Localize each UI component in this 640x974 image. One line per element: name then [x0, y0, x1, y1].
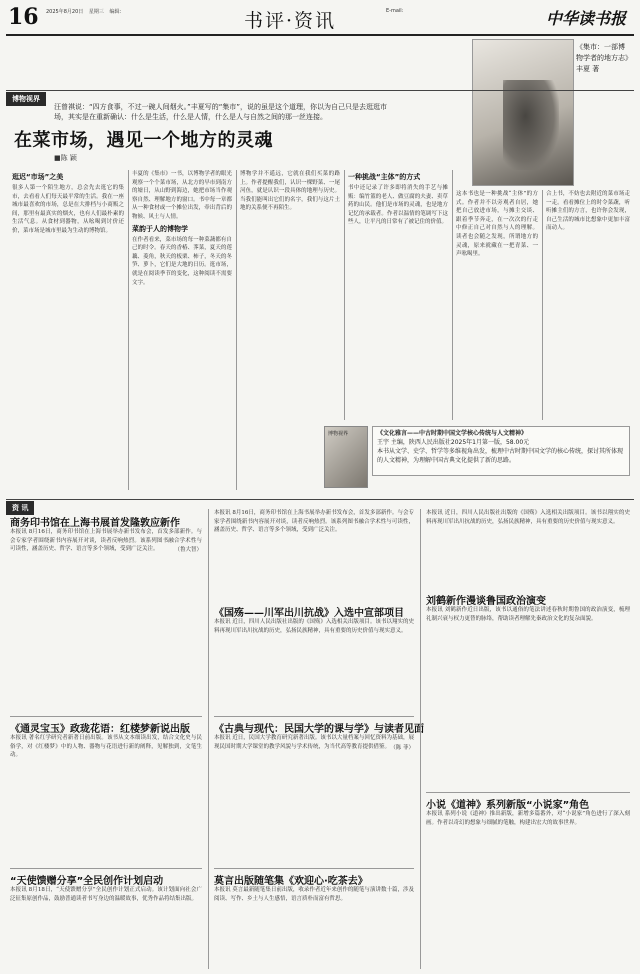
news-headline: 刘鹤新作漫谈鲁国政治演变: [426, 596, 546, 607]
section-title: 书评·资讯: [244, 10, 337, 32]
feature-intro: 汪曾祺说：“四方食事，不过一碗人间烟火。”丰夏写的“集市”，说的虽是这个道理，你以为自己只是去逛逛市场，其实是在重新确认：什么是生活，什么是人情，什么是人与自然之间的那一丝连接。: [54, 103, 388, 121]
column-divider: [128, 170, 129, 490]
issue-editor: 编辑：: [109, 9, 125, 15]
news-body: [426, 810, 630, 968]
news-signature: （鲁大智）: [174, 547, 202, 554]
column-divider: [208, 509, 209, 969]
book-side-title: 《集市：一部博物学者的地方志》: [576, 43, 632, 62]
column-divider: [344, 170, 345, 420]
feature-column-text: 这本书也是一种挑战“主体”的方式。作者并不以旁观者自居，她把自己放进市场，与摊主交谈、跟着季节奔走，在一次次的行走中修正自己对自然与人的理解。读者也会随之发现，所谓地方的灵魂，原来就藏在一把青菜、一声吆喝里。: [456, 191, 538, 258]
news-divider: [214, 716, 414, 717]
feature-column-2: [132, 170, 232, 490]
feature-column-text: 很多人第一个陌生地方，总会先去逛它的集市，去看看人们每天最平常的生活。我在一座城市最喜欢的市场，总是在大排档与小商贩之间，那里有最真实的烟火，也有人们最朴素的生活气息。从食材到器物，从吆喝到讨价还价，菜市场是城市里最为生动的博物馆。: [12, 185, 124, 234]
section-rule: [6, 499, 634, 500]
feature-column-5: [456, 190, 538, 420]
column-divider: [236, 170, 237, 490]
cover-ink-art: [503, 80, 559, 170]
news-text: 本报讯 8月16日，商务印书馆在上海书展举办新书发布会，首发多部新作。与会专家学者围绕新书内容展开对谈，读者反响热烈。该系列图书融合学术性与可读性，涵盖历史、哲学、语言等多个领域，受到广泛关注。: [10, 529, 202, 553]
news-headline: 商务印书馆在上海书展首发隆敦应新作: [10, 518, 180, 529]
feature-column-text: 合上书，不妨也去附近的菜市场走一走。看看摊位上的时令菜蔬，听听摊主们的方言，也许你会发现，自己生活的城市比想象中更加丰富而动人。: [546, 191, 630, 232]
news-headline: 莫言出版随笔集《欢迎心·吃茶去》: [214, 876, 368, 887]
masthead: [6, 4, 634, 36]
news-text: 本报讯 8月16日，商务印书馆在上海书展举办新书发布会，首发多部新作。与会专家学者围绕新书内容展开对谈，读者反响热烈。该系列图书融合学术性与可读性，涵盖历史、哲学、语言等多个领域，受到广泛关注。: [214, 510, 414, 534]
feature-column-3: [240, 170, 340, 420]
news-body: [214, 618, 414, 714]
issue-info: [46, 8, 226, 15]
newspaper-logo: 中华读书报: [546, 9, 627, 28]
news-body: [214, 734, 414, 864]
feature-subhead: 一种挑战“主体”的方式: [348, 173, 421, 181]
issue-date: 2025年8月20日: [46, 9, 84, 15]
news-headline: 《国殇——川军出川抗战》入选中宣部项目: [214, 608, 404, 619]
news-text: 本报讯 近日，四川人民出版社出版的《国殇》入选相关出版项目。该书以翔实的史料再现川军出川抗战的历史，弘扬民族精神，具有重要的历史价值与现实意义。: [426, 510, 630, 525]
book-side-info: [576, 42, 631, 75]
book-caption-box: [372, 426, 630, 476]
news-text: 本报讯 系列小说《道神》推出新版，新增多篇番外，对“小说家”角色进行了深入刻画。作者以奇幻的想象与细腻的笔触，构建出宏大的故事世界。: [426, 811, 630, 826]
news-divider: [426, 792, 630, 793]
news-headline: “天使馈赠分享”全民创作计划启动: [10, 876, 164, 887]
news-text: 本报讯 著名红学研究者新著日前出版。该书从文本细读出发，结合文化史与民俗学，对《红楼梦》中的人物、器物与花语进行新的阐释，见解独到，文笔生动。: [10, 735, 202, 759]
book-side-author: 丰夏 著: [576, 65, 600, 73]
news-body: [10, 528, 202, 710]
caption-meta: 王宇 主编，陕西人民出版社2025年1月第一版，58.00元: [377, 439, 530, 446]
news-tag: 资 讯: [6, 501, 34, 515]
feature-column-6: [546, 190, 630, 420]
feature-column-1: [12, 170, 124, 490]
book-photo: [324, 426, 368, 488]
news-text: 本报讯 刘鹤新作近日出版，该书以通俗的笔法讲述春秋时期鲁国的政治演变，梳理礼制兴衰与权力更替的脉络，帮助读者理解先秦政治文化的复杂面貌。: [426, 607, 630, 622]
feature-byline: ■陈 颖: [54, 154, 77, 162]
newspaper-page: [6, 4, 634, 970]
news-text: 本报讯 8月18日，“天使馈赠分享”全民创作计划正式启动。该计划面向社会广泛征集原创作品，鼓励普通读者书写身边的温暖故事，优秀作品将结集出版。: [10, 887, 202, 902]
news-body: [214, 509, 414, 599]
column-divider: [542, 190, 543, 420]
news-text: 本报讯 近日，民国大学教育研究新著出版。该书以大量档案与回忆资料为基础，展现民国时期大学课堂的教学风貌与学术传统，为当代高等教育提供借鉴。: [214, 735, 414, 750]
news-signature: （陈 菲）: [390, 744, 414, 751]
feature-subhead: 逛迟“市场”之美: [12, 173, 64, 181]
news-divider: [10, 868, 202, 869]
feature-column-text: 在作者看来，菜市场的每一种菜蔬都有自己的时令。春天的香椿、荠菜，夏天的莲藕、菱角，秋天的板栗、柿子，冬天的冬笋、萝卜，它们是大地的日历。逛市场，就是在阅读季节的变化，这种阅读不需要文字。: [132, 236, 232, 286]
news-divider: [10, 716, 202, 717]
news-body: [426, 606, 630, 786]
book-photo-label: 博物视界: [328, 431, 349, 437]
news-body: [10, 734, 202, 864]
feature-headline: 在菜市场，遇见一个地方的灵魂: [14, 130, 273, 151]
page-number: 16: [8, 4, 39, 30]
issue-weekday: 星期三: [88, 9, 104, 15]
news-headline: 《通灵宝玉》政珑花语：红楼梦新说出版: [10, 724, 190, 735]
news-body: [10, 886, 202, 968]
book-cover-image: [472, 39, 574, 186]
caption-text: 本书从文学、史学、哲学等多维视角出发，梳理中古时期中国文学的核心传统，探讨其所体现的人文精神，为理解中国古典文化提供了新的思路。: [377, 448, 624, 464]
contact-email: E-mail:: [386, 8, 404, 14]
news-text: 本报讯 莫言最新随笔集日前出版，收录作者近年来创作的随笔与演讲数十篇，涉及阅读、写作、乡土与人生感悟，语言质朴而富有哲思。: [214, 887, 414, 902]
caption-title: 《文化雅言——中古时期中国文学核心传统与人文精神》: [377, 430, 528, 437]
news-body: [214, 886, 414, 968]
feature-column-text: 书中还记录了许多即将消失的手艺与摊贩：编竹篮的老人、做豆腐的夫妻、卖草药的山民。他们是市场的灵魂，也是地方记忆的承载者。作者以温情的笔调写下这些人，让平凡的日常有了被记住的价值。: [348, 185, 448, 226]
news-headline: 小说《道神》系列新版“小说家”角色: [426, 800, 590, 811]
feature-column-text: 丰夏的《集市》一书，以博物学者的眼光观察一个个菜市场，从北方的早市到南方的墟日，从山野到海边，她把市场当作观察自然、理解地方的窗口。书中每一章都从一种食材或一个摊位出发，牵出背后的物候、风土与人情。: [132, 171, 232, 220]
feature-column-text: 博物学并不遥远，它就在我们买菜的路上。作者提醒我们，认识一棵野菜、一尾河鱼，就是认识一段具体的地理与历史。当我们能叫出它们的名字，我们与这片土地的关系便不再陌生。: [240, 171, 340, 212]
column-divider: [420, 509, 421, 969]
focus-tag: 博物视界: [6, 92, 46, 106]
news-headline: 《古典与现代：民国大学的课与学》与读者见面: [214, 724, 424, 735]
section-rule: [6, 90, 634, 91]
feature-column-4: [348, 170, 448, 420]
column-divider: [452, 170, 453, 420]
contact-info: [386, 8, 536, 14]
feature-subhead: 菜韵于人的博物学: [132, 224, 188, 233]
news-body: [426, 509, 630, 589]
news-divider: [214, 868, 414, 869]
news-text: 本报讯 近日，四川人民出版社出版的《国殇》入选相关出版项目。该书以翔实的史料再现川军出川抗战的历史，弘扬民族精神，具有重要的历史价值与现实意义。: [214, 619, 414, 634]
